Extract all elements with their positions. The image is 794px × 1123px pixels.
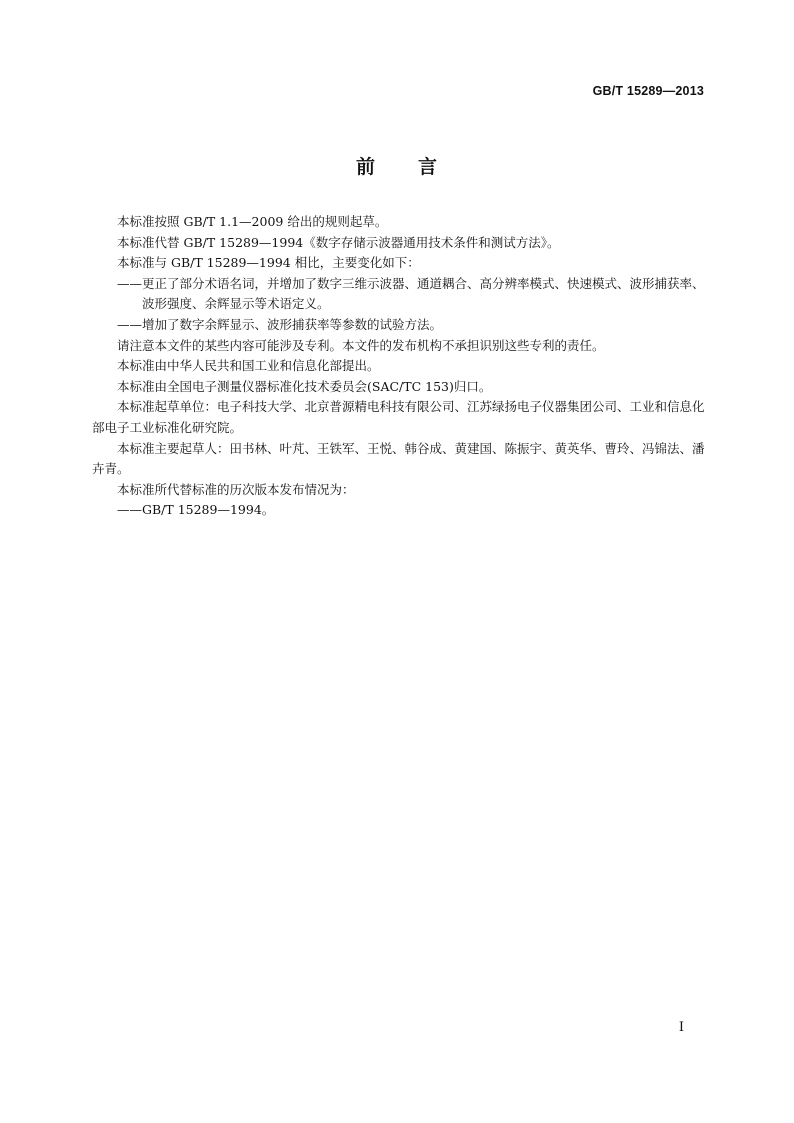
paragraph-drafting-units: 本标准起草单位：电子科技大学、北京普源精电科技有限公司、江苏绿扬电子仪器集团公司、工业和信息化部电子工业标准化研究院。 <box>92 399 705 435</box>
paragraph-proposed-by: 本标准由中华人民共和国工业和信息化部提出。 <box>117 358 380 374</box>
paragraph-administered-by: 本标准由全国电子测量仪器标准化技术委员会(SAC/TC 153)归口。 <box>117 378 492 394</box>
page-number: I <box>678 1020 684 1035</box>
change-item <box>92 315 710 336</box>
dash-mark: —— <box>117 316 142 332</box>
paragraph-main-changes: 本标准与 GB/T 15289—1994 相比，主要变化如下： <box>117 255 420 271</box>
paragraph-drafting-rules: 本标准按照 GB/T 1.1—2009 给出的规则起草。 <box>117 214 388 229</box>
page-title <box>0 152 794 179</box>
foreword-body <box>92 212 710 521</box>
paragraph-drafters: 本标准主要起草人：田书林、叶芃、王铁军、王悦、韩谷成、黄建国、陈振宇、黄英华、曹玲、冯锦法、潘卉青。 <box>92 440 705 477</box>
paragraph-patent-notice: 请注意本文件的某些内容可能涉及专利。本文件的发布机构不承担识别这些专利的责任。 <box>117 337 605 353</box>
title-part-2: 言 <box>418 156 439 178</box>
change-item-text: 增加了数字余辉显示、波形捕获率等参数的试验方法。 <box>142 316 443 332</box>
history-item <box>92 500 710 521</box>
dash-mark: —— <box>117 275 142 291</box>
change-item <box>92 274 710 315</box>
paragraph-replaces: 本标准代替 GB/T 15289—1994《数字存储示波器通用技术条件和测试方法》。 <box>117 234 560 250</box>
history-item-text: GB/T 15289—1994。 <box>142 502 275 518</box>
paragraph-history-intro: 本标准所代替标准的历次版本发布情况为： <box>117 481 355 497</box>
title-part-1: 前 <box>355 156 376 178</box>
standard-code: GB/T 15289—2013 <box>592 84 704 98</box>
change-item-text: 更正了部分术语名词，并增加了数字三维示波器、通道耦合、高分辨率模式、快速模式、波形捕获率、波形强度、余辉显示等术语定义。 <box>142 275 705 312</box>
dash-mark: —— <box>117 502 142 518</box>
